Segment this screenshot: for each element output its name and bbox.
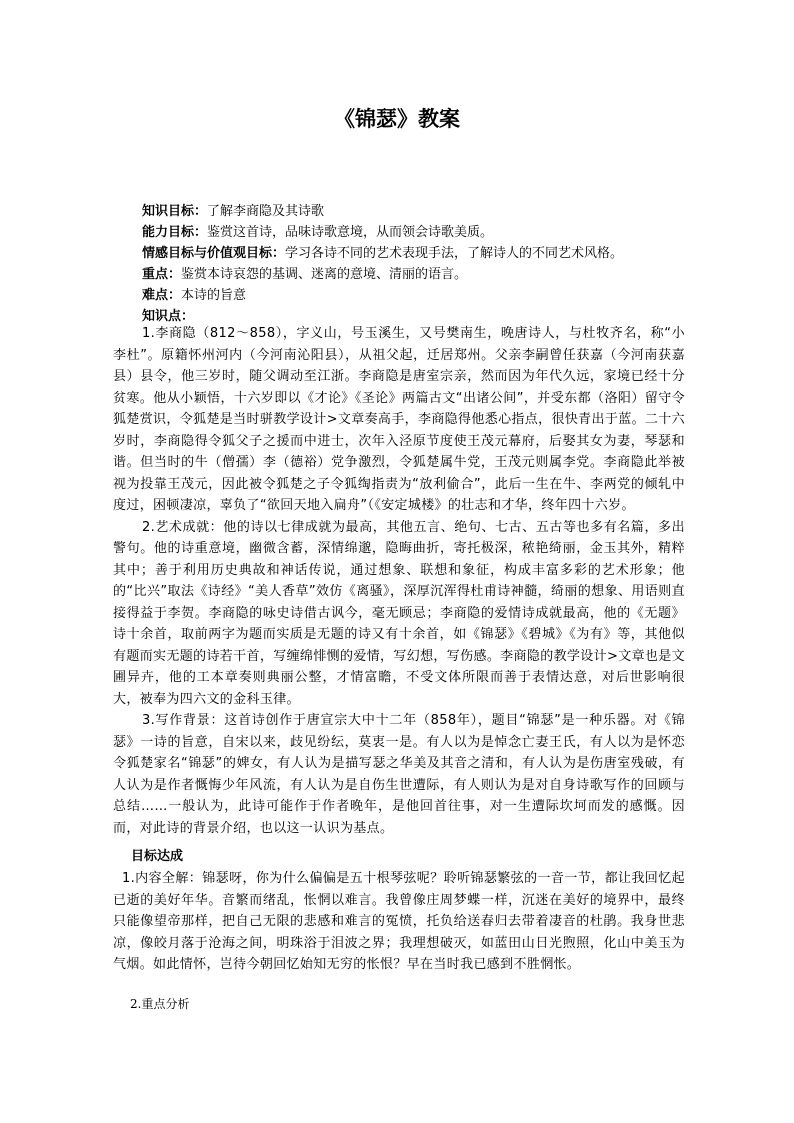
objective-label: 难点： (142, 288, 182, 303)
objective-text: 本诗的旨意 (181, 288, 247, 303)
goal-subheading: 2.重点分析 (130, 997, 190, 1011)
objective-key-point (142, 264, 702, 285)
goal-section (113, 868, 685, 976)
goal-heading: 目标达成 (131, 849, 184, 864)
objective-text: 鉴赏本诗哀怨的基调、迷离的意境、清丽的语言。 (181, 267, 468, 282)
goal-paragraph-content: 1.内容全解：锦瑟呀，你为什么偏偏是五十根琴弦呢？聆听锦瑟繁弦的一音一节，都让我回忆起已逝的美好年华。音繁而绪乱，怅惘以难言。我曾像庄周梦蝶一样，沉迷在美好的境界中，最终只能像望帝那样，把自己无限的悲感和难言的冤愤，托负给送春归去带着凄音的杜鹃。我身世悲凉，像皎月落于沧海之间，明珠浴于泪波之界；我理想破灭，如蓝田山日光煦照，化山中美玉为气烟。如此情怀，岂待今朝回忆始知无穷的怅恨？早在当时我已感到不胜惘怅。 (113, 871, 685, 972)
objective-emotion (142, 243, 702, 264)
knowledge-paragraph-achievement: 2.艺术成就：他的诗以七律成就为最高，其他五言、绝句、七古、五古等也多有名篇，多出警句。他的诗重意境，幽微含蓄，深情绵邈，隐晦曲折，寄托极深，秾艳绮丽，金玉其外，精粹其中；善于利用历史典故和神话传说，通过想象、联想和象征，构成丰富多彩的艺术形象；他的“比兴”取法《诗经》“美人香草”效仿《离骚》，深厚沉浑得杜甫诗神髓，绮丽的想象、用语则直接得益于李贺。李商隐的咏史诗借古讽今，毫无顾忌；李商隐的爱情诗成就最高，他的《无题》诗十余首，取前两字为题而实质是无题的诗又有十余首，如《锦瑟》《碧城》《为有》等，其他似有题而实无题的诗若干首，写缠绵悱恻的爱情，写幻想，写伤感。李商隐的教学设计>文章也是文圃异卉，他的工本章奏则典丽公整，才情富瞻，不受文体所限而善于表情达意，对后世影响很大，被奉为四六文的金科玉律。 (113, 519, 685, 707)
objective-difficulty (142, 285, 702, 306)
objective-label: 知识目标： (142, 204, 208, 219)
objectives-list (142, 201, 702, 327)
objective-knowledge (142, 201, 702, 222)
objective-text: 了解李商隐及其诗歌 (207, 204, 325, 219)
knowledge-paragraph-background: 3.写作背景：这首诗创作于唐宣宗大中十二年（858年），题目“锦瑟”是一种乐器。对《锦瑟》一诗的旨意，自宋以来，歧见纷纭，莫衷一是。有人以为是悼念亡妻王氏，有人以为是怀恋令狐楚家名“锦瑟”的婢女，有人认为是描写瑟之华美及其音之清和，有人认为是伤唐室残破，有人认为是作者慨悔少年风流，有人认为是自伤生世遭际，有人则认为是对自身诗歌写作的回顾与总结……一般认为，此诗可能作于作者晚年，是他回首往事，对一生遭际坎坷而发的感慨。因而，对此诗的背景介绍，也以这一认识为基点。 (113, 713, 685, 836)
knowledge-section (113, 323, 685, 839)
knowledge-paragraph-author: 1.李商隐（812～858），字义山，号玉溪生，又号樊南生，晚唐诗人，与杜牧齐名，称“小李杜”。原籍怀州河内（今河南沁阳县），从祖父起，迁居郑州。父亲李嗣曾任获嘉（今河南获嘉县）县令，他三岁时，随父调动至江浙。李商隐是唐室宗亲，然而因为年代久远，家境已经十分贫寒。他从小颖悟，十六岁即以《才论》《圣论》两篇古文“出诸公间”，并受东都（洛阳）留守令狐楚赏识，令狐楚是当时骈教学设计>文章奏高手，李商隐得他悉心指点，很快青出于蓝。二十六岁时，李商隐得令狐父子之援而中进士，次年入泾原节度使王茂元幕府，后娶其女为妻，琴瑟和谐。但当时的牛（僧孺）李（德裕）党争激烈，令狐楚属牛党，王茂元则属李党。李商隐此举被视为投靠王茂元，因此被令狐楚之子令狐绹指责为“放利偷合”，此后一生在牛、李两党的倾轧中度过，困顿凄凉，辜负了“欲回天地入扁舟”（《安定城楼》的壮志和才华，终年四十六岁。 (113, 326, 685, 513)
page-title: 《锦瑟》教案 (334, 107, 460, 131)
objective-text: 鉴赏这首诗，品味诗歌意境，从而领会诗歌美质。 (207, 225, 494, 240)
objective-ability (142, 222, 702, 243)
objective-label: 知识点： (142, 309, 195, 324)
objective-label: 重点： (142, 267, 182, 282)
objective-label: 能力目标： (142, 225, 208, 240)
objective-text: 学习各诗不同的艺术表现手法，了解诗人的不同艺术风格。 (285, 246, 624, 261)
objective-label: 情感目标与价值观目标： (142, 246, 286, 261)
